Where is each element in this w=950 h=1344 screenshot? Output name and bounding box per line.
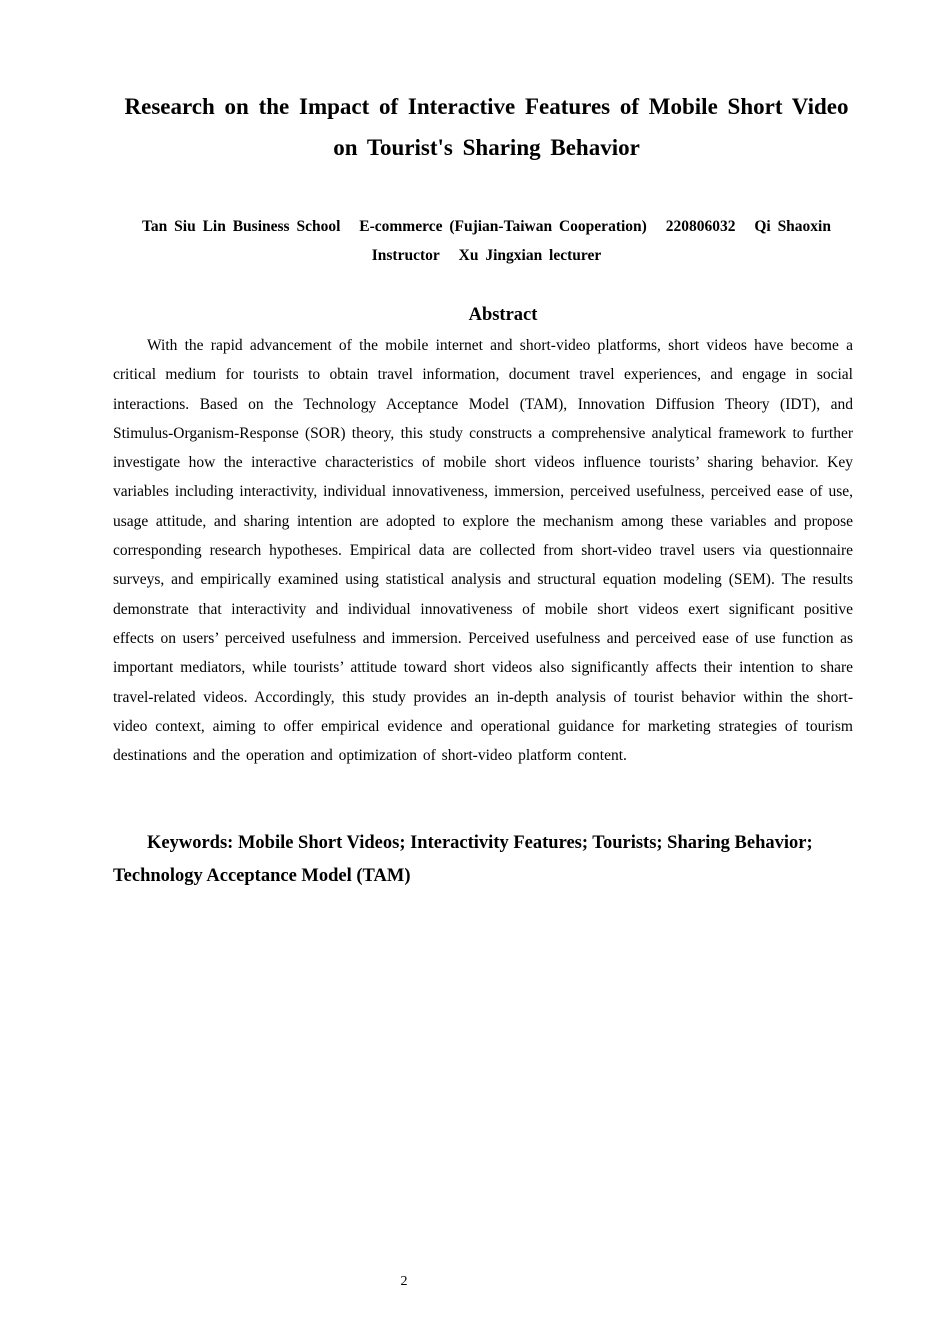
- abstract-heading: Abstract: [468, 305, 538, 325]
- student-name: Qi Shaoxin: [754, 218, 831, 235]
- instructor-label: Instructor: [371, 247, 440, 264]
- page-number: 2: [400, 1274, 408, 1289]
- school-name: Tan Siu Lin Business School: [142, 218, 341, 235]
- author-info: [100, 212, 873, 270]
- instructor-name: Xu Jingxian lecturer: [458, 247, 602, 264]
- student-id: 220806032: [665, 218, 736, 235]
- author-line-1: [100, 212, 873, 241]
- abstract-body: With the rapid advancement of the mobile internet and short-video platforms, short videos have become a critical medium for tourists to obtain travel information, document travel experiences, and engage in social interactions. Based on the Technology Acceptance Model (TAM), Innovation Diffusion Theory (IDT), and Stimulus-Organism-Response (SOR) theory, this study constructs a comprehensive analytical framework to further investigate how the interactive characteristics of mobile short videos influence tourists’ sharing behavior. Key variables including interactivity, individual innovativeness, immersion, perceived usefulness, perceived ease of use, usage attitude, and sharing intention are adopted to explore the mechanism among these variables and propose corresponding research hypotheses. Empirical data are collected from short-video travel users via questionnaire surveys, and empirically examined using statistical analysis and structural equation modeling (SEM). The results demonstrate that interactivity and individual innovativeness of mobile short videos exert significant positive effects on users’ perceived usefulness and immersion. Perceived usefulness and perceived ease of use function as important mediators, while tourists’ attitude toward short videos also significantly affects their intention to share travel-related videos. Accordingly, this study provides an in-depth analysis of tourist behavior within the short-video context, aiming to offer empirical evidence and operational guidance for marketing strategies of tourism destinations and the operation and optimization of short-video platform content.: [113, 337, 853, 765]
- keywords: Keywords: Mobile Short Videos; Interactivity Features; Tourists; Sharing Behavior; Technology Acceptance Model (TAM): [113, 833, 813, 886]
- author-line-2: [100, 241, 873, 270]
- paper-title: Research on the Impact of Interactive Features of Mobile Short Video on Tourist's Sharing Behavior: [124, 94, 849, 160]
- major-name: E-commerce (Fujian-Taiwan Cooperation): [359, 218, 647, 235]
